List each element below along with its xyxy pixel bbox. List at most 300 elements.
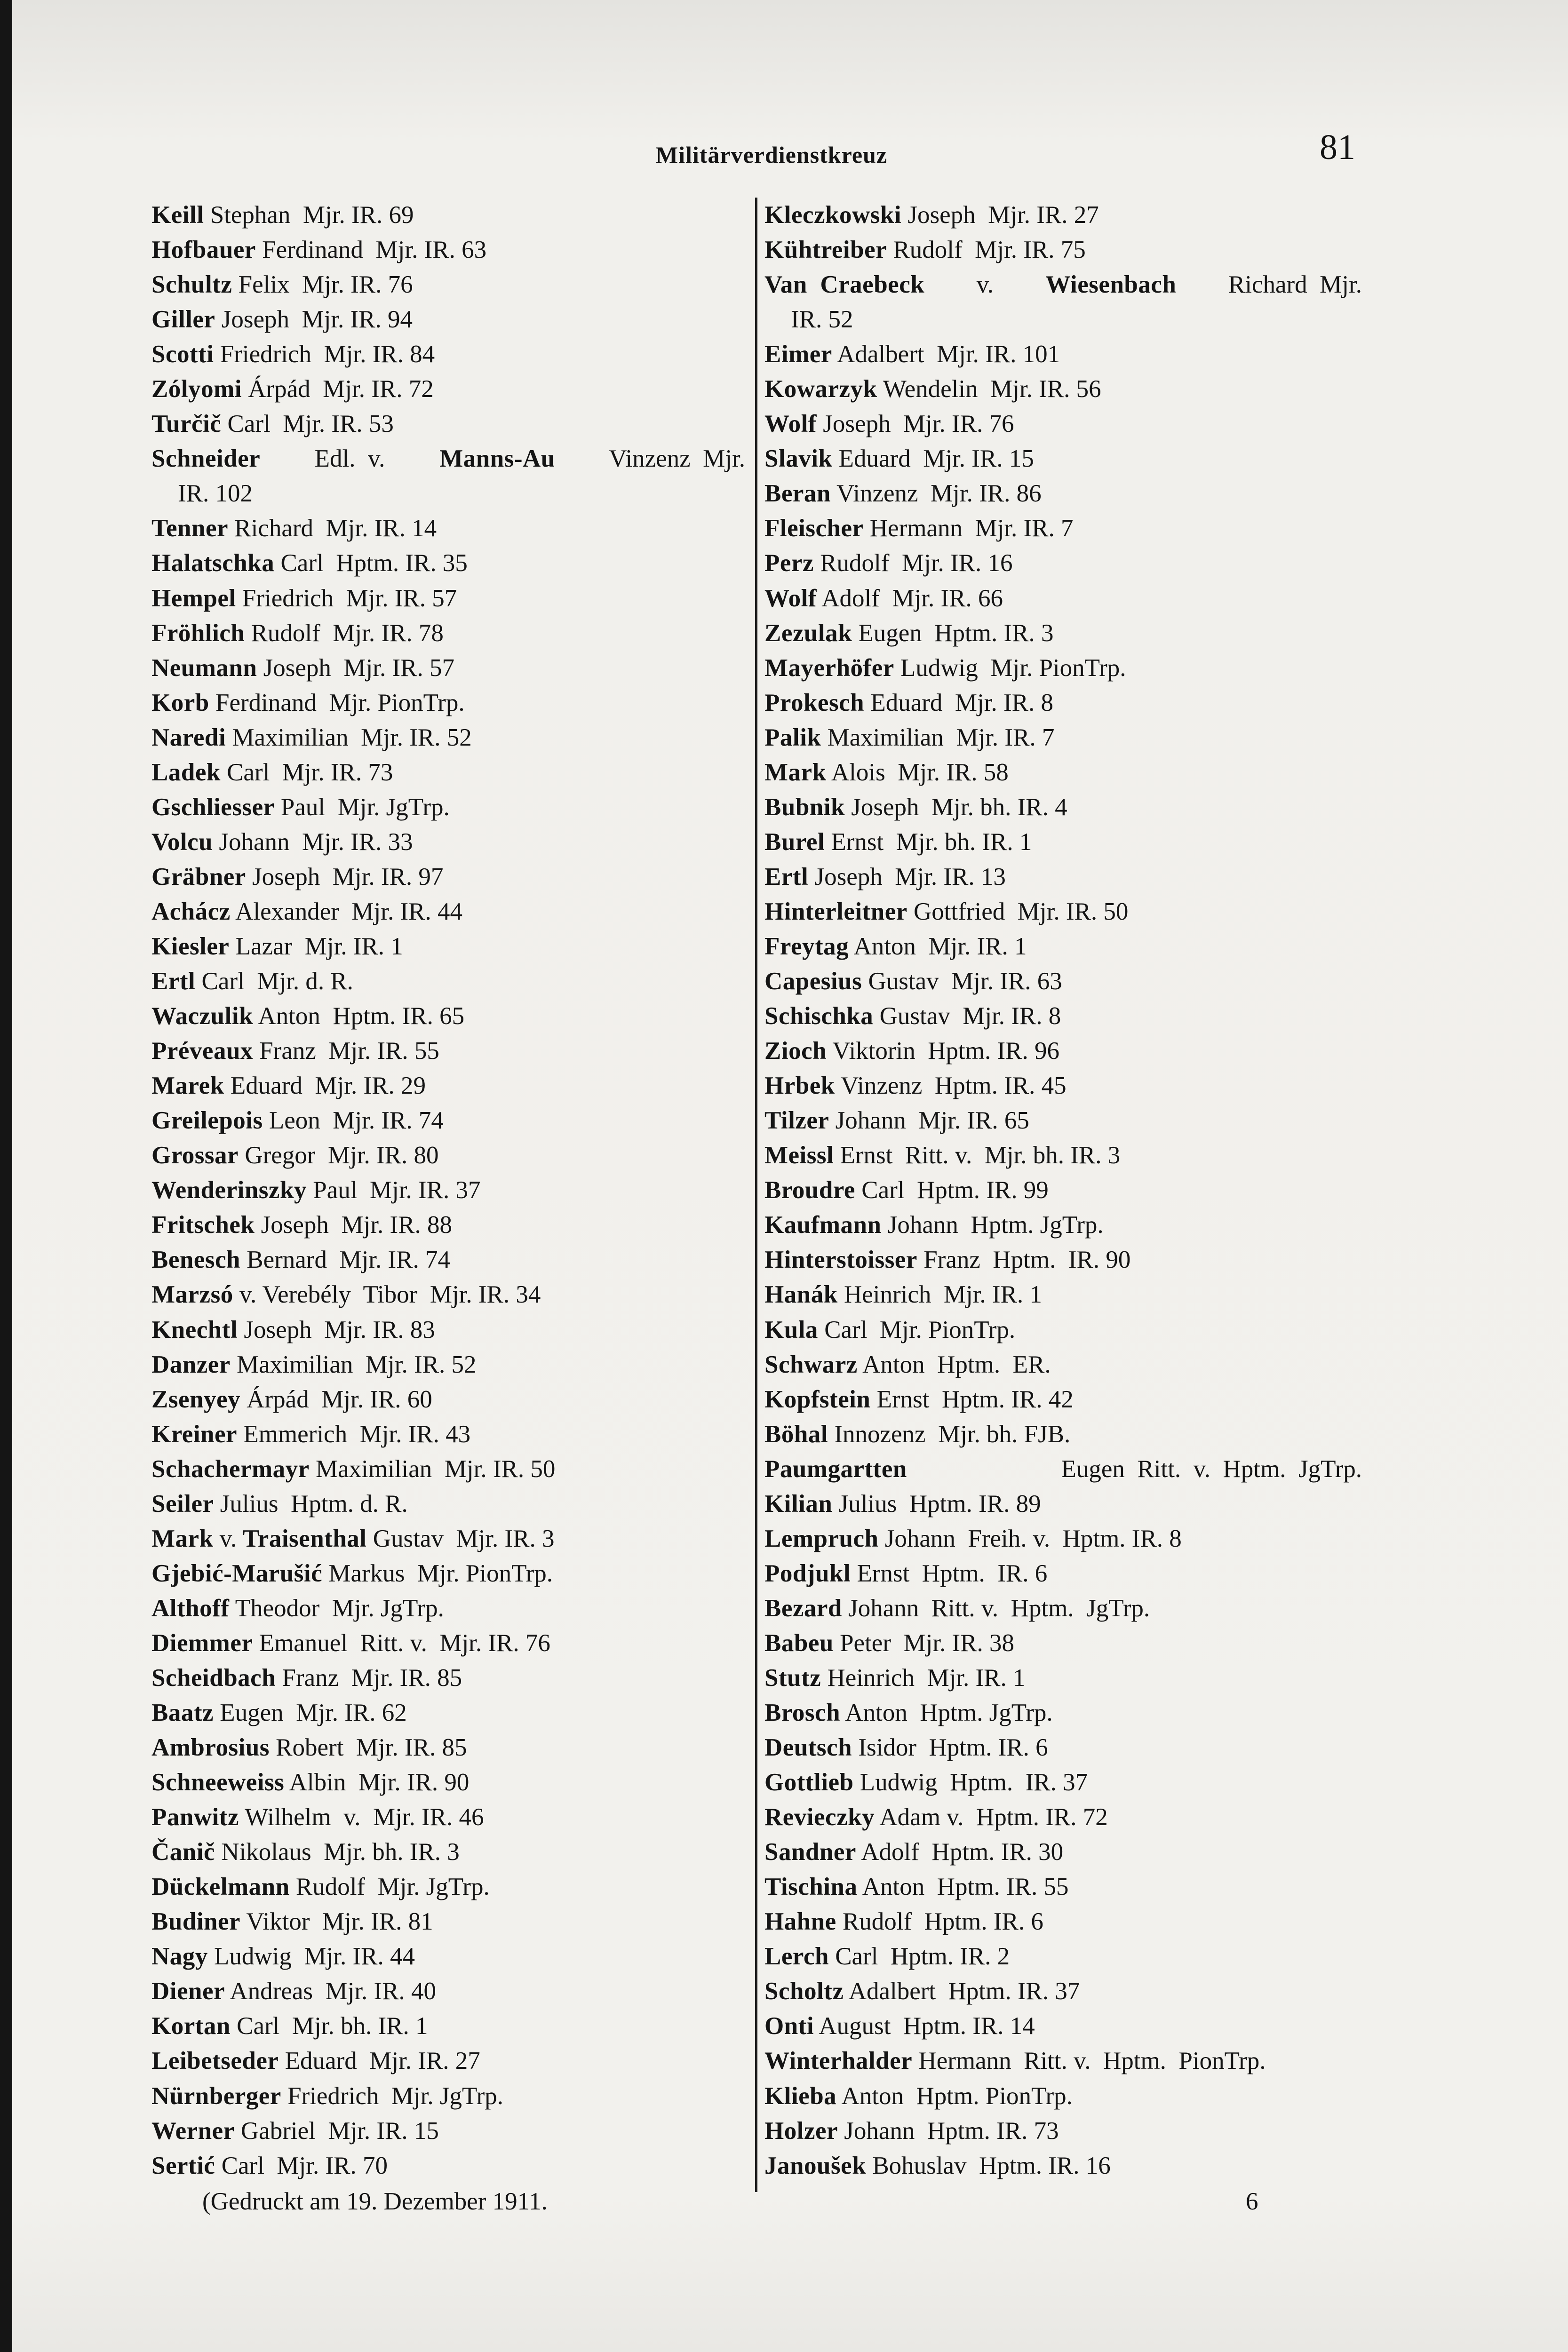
entry-details: Eugen Ritt. v. Hptm. JgTrp. xyxy=(1049,1455,1362,1483)
entry-surname: Ertl xyxy=(764,863,809,890)
entry-details: Anton Hptm. ER. xyxy=(857,1351,1051,1378)
entry-surname: Meissl xyxy=(764,1142,834,1169)
entry-surname: Fritschek xyxy=(151,1211,255,1239)
entry-surname: Ertl xyxy=(151,968,196,995)
entry-surname: Babeu xyxy=(764,1629,834,1657)
list-item xyxy=(151,999,745,1033)
entry-details: Alexander Mjr. IR. 44 xyxy=(230,898,462,925)
entry-surname: Seiler xyxy=(151,1490,214,1518)
entry-details: Paul Mjr. JgTrp. xyxy=(274,793,450,821)
entry-details: Friedrich Mjr. IR. 57 xyxy=(236,584,457,612)
entry-details: Johann Ritt. v. Hptm. JgTrp. xyxy=(842,1594,1150,1622)
entry-surname: Palik xyxy=(764,723,821,751)
entry-surname: Schneeweiss xyxy=(151,1769,285,1796)
list-item xyxy=(151,2114,745,2148)
list-item xyxy=(151,441,745,476)
entry-surname: Tilzer xyxy=(764,1107,829,1135)
entry-details: Heinrich Mjr. IR. 1 xyxy=(837,1281,1042,1309)
list-item xyxy=(151,825,745,859)
entry-surname: Hanák xyxy=(764,1281,838,1309)
entry-details: Stephan Mjr. IR. 69 xyxy=(204,201,414,229)
list-item xyxy=(764,441,1362,476)
entry-details: Anton Hptm. IR. 65 xyxy=(253,1002,465,1030)
signature-mark: 6 xyxy=(1246,2188,1258,2215)
list-item xyxy=(151,1556,745,1591)
entry-details: Innozenz Mjr. bh. FJB. xyxy=(828,1420,1071,1448)
entry-surname: Kleczkowski xyxy=(764,201,902,229)
list-item xyxy=(764,1730,1362,1765)
entry-details: Johann Hptm. IR. 73 xyxy=(838,2117,1059,2145)
list-item-continuation: IR. 52 xyxy=(791,306,853,334)
list-item xyxy=(764,2114,1362,2148)
list-item xyxy=(151,755,745,790)
entry-details: Carl Mjr. IR. 70 xyxy=(215,2152,388,2179)
list-item xyxy=(764,1800,1362,1835)
list-item xyxy=(151,302,745,337)
entry-details: Carl Mjr. IR. 53 xyxy=(221,410,394,438)
entry-details: Johann Hptm. JgTrp. xyxy=(881,1211,1104,1239)
list-item xyxy=(151,267,745,302)
entry-surname: Wenderinszky xyxy=(151,1176,307,1204)
entry-details: Wilhelm v. Mjr. IR. 46 xyxy=(239,1804,484,1831)
entry-details: Gregor Mjr. IR. 80 xyxy=(239,1142,439,1169)
entry-details-tail: Vinzenz Mjr. xyxy=(603,445,745,473)
entry-details: Johann Mjr. IR. 65 xyxy=(829,1107,1029,1135)
entry-details: Felix Mjr. IR. 76 xyxy=(232,271,413,299)
list-item xyxy=(151,581,745,616)
entry-details: Ernst Hptm. IR. 42 xyxy=(870,1385,1074,1413)
entry-details: Franz Hptm. IR. 90 xyxy=(917,1246,1131,1274)
entry-surname: Kreiner xyxy=(151,1420,238,1448)
list-item xyxy=(764,581,1362,616)
list-item xyxy=(764,2009,1362,2043)
entry-surname: Sandner xyxy=(764,1838,856,1866)
list-item xyxy=(764,1661,1362,1695)
list-item xyxy=(764,406,1362,441)
list-item xyxy=(764,1835,1362,1869)
entry-surname: Mayerhöfer xyxy=(764,654,894,682)
entry-details: Johann Freih. v. Hptm. IR. 8 xyxy=(878,1525,1182,1552)
entry-surname: Benesch xyxy=(151,1246,240,1274)
entry-details: Joseph Mjr. IR. 88 xyxy=(255,1211,453,1239)
list-item xyxy=(151,1800,745,1835)
entry-details: Lazar Mjr. IR. 1 xyxy=(229,932,403,960)
entry-details: Joseph Mjr. IR. 97 xyxy=(246,863,444,890)
entry-details: Robert Mjr. IR. 85 xyxy=(269,1734,467,1762)
entry-details: Bernard Mjr. IR. 74 xyxy=(240,1246,451,1274)
list-item xyxy=(151,232,745,267)
entry-details: Alois Mjr. IR. 58 xyxy=(826,758,1009,786)
list-item xyxy=(764,372,1362,406)
list-item xyxy=(764,685,1362,720)
entry-surname: Marek xyxy=(151,1072,224,1100)
entry-surname: Kiesler xyxy=(151,932,230,960)
entry-details: v. xyxy=(964,271,994,299)
list-item xyxy=(151,1591,745,1626)
entry-details: Joseph Mjr. IR. 83 xyxy=(238,1316,435,1343)
list-item xyxy=(764,651,1362,685)
entry-surname: Nagy xyxy=(151,1943,208,1971)
entry-details: Eugen Hptm. IR. 3 xyxy=(852,619,1054,647)
list-item xyxy=(764,999,1362,1033)
entry-surname: Janoušek xyxy=(764,2152,867,2179)
list-item xyxy=(764,1242,1362,1277)
entry-surname: Podjukl xyxy=(764,1559,851,1587)
entry-details: Ernst Ritt. v. Mjr. bh. IR. 3 xyxy=(834,1142,1121,1169)
list-item xyxy=(151,1382,745,1417)
entry-surname: Hinterleitner xyxy=(764,898,907,925)
list-item xyxy=(151,1347,745,1382)
list-item xyxy=(151,1869,745,1904)
entry-surname: Stutz xyxy=(764,1664,821,1692)
entry-details: Árpád Mjr. IR. 72 xyxy=(241,375,434,403)
list-item xyxy=(764,1103,1362,1138)
entry-surname: Préveaux xyxy=(151,1037,253,1065)
entry-details: Anton Hptm. PionTrp. xyxy=(836,2082,1073,2110)
entry-details: Maximilian Mjr. IR. 7 xyxy=(821,723,1055,751)
entry-details: Nikolaus Mjr. bh. IR. 3 xyxy=(215,1838,460,1866)
entry-surname: Kaufmann xyxy=(764,1211,882,1239)
list-item xyxy=(151,1661,745,1695)
list-item xyxy=(764,198,1362,232)
entry-details: Franz Mjr. IR. 55 xyxy=(253,1037,439,1065)
entry-surname: Hahne xyxy=(764,1908,836,1936)
list-item xyxy=(151,1033,745,1068)
left-column xyxy=(151,198,745,2183)
list-item xyxy=(764,1904,1362,1939)
entry-details: Ferdinand Mjr. PionTrp. xyxy=(209,689,465,716)
entry-details: Joseph Mjr. IR. 27 xyxy=(901,201,1099,229)
entry-surname: Kula xyxy=(764,1316,818,1343)
entry-surname: Schachermayr xyxy=(151,1455,310,1483)
list-item xyxy=(151,1695,745,1730)
entry-surname: Werner xyxy=(151,2117,235,2145)
entry-surname: Neumann xyxy=(151,654,257,682)
entry-surname: Nürnberger xyxy=(151,2082,281,2110)
entry-surname: Gottlieb xyxy=(764,1769,854,1796)
entry-surname: Freytag xyxy=(764,932,849,960)
entry-details: Edl. v. xyxy=(308,445,385,473)
list-item xyxy=(151,651,745,685)
entry-details: Carl Mjr. PionTrp. xyxy=(818,1316,1016,1343)
list-item xyxy=(151,511,745,546)
entry-details: Hermann Ritt. v. Hptm. PionTrp. xyxy=(912,2047,1266,2075)
entry-surname: Fleischer xyxy=(764,515,864,542)
list-item xyxy=(764,1765,1362,1800)
list-item xyxy=(764,2079,1362,2114)
list-item xyxy=(764,1939,1362,1974)
entry-surname: Čanič xyxy=(151,1838,215,1866)
entry-surname: Mark xyxy=(151,1525,214,1552)
entry-surname: Knechtl xyxy=(151,1316,238,1343)
entry-surname: Perz xyxy=(764,549,814,577)
entry-surname: Deutsch xyxy=(764,1734,852,1762)
entry-surname: Lerch xyxy=(764,1943,829,1971)
entry-surname: Wolf xyxy=(764,584,817,612)
entry-details: Anton Hptm. JgTrp. xyxy=(840,1699,1053,1727)
list-item xyxy=(764,929,1362,964)
entry-details: Carl Mjr. IR. 73 xyxy=(220,758,393,786)
entry-surname: Capesius xyxy=(764,968,862,995)
entry-details: Hermann Mjr. IR. 7 xyxy=(863,515,1074,542)
entry-details: Adalbert Hptm. IR. 37 xyxy=(844,1978,1080,2005)
list-item xyxy=(764,1486,1362,1521)
entry-surname: Revieczky xyxy=(764,1804,875,1831)
entry-surname: Van Craebeck xyxy=(764,271,925,299)
entry-details: Bohuslav Hptm. IR. 16 xyxy=(866,2152,1111,2179)
entry-surname: Burel xyxy=(764,828,825,856)
list-item xyxy=(764,1626,1362,1661)
entry-details: Joseph Mjr. IR. 57 xyxy=(257,654,454,682)
list-item xyxy=(151,790,745,825)
list-item xyxy=(764,755,1362,790)
entry-details: Rudolf Mjr. IR. 78 xyxy=(245,619,444,647)
column-divider xyxy=(755,198,757,2192)
entry-details: Adolf Mjr. IR. 66 xyxy=(816,584,1003,612)
entry-details: Maximilian Mjr. IR. 50 xyxy=(309,1455,556,1483)
entry-surname: Schwarz xyxy=(764,1351,858,1378)
entry-surname: Hrbek xyxy=(764,1072,835,1100)
entry-surname: Zezulak xyxy=(764,619,852,647)
list-item xyxy=(764,546,1362,580)
entry-details: Joseph Mjr. IR. 94 xyxy=(215,306,413,334)
entry-surname: Holzer xyxy=(764,2117,838,2145)
list-item xyxy=(151,1452,745,1486)
entry-surname: Zólyomi xyxy=(151,375,242,403)
entry-surname: Schultz xyxy=(151,271,232,299)
list-item xyxy=(151,1521,745,1556)
list-item xyxy=(764,1138,1362,1173)
entry-surname: Ambrosius xyxy=(151,1734,270,1762)
list-item xyxy=(764,1033,1362,1068)
entry-surname: Volcu xyxy=(151,828,213,856)
list-item xyxy=(764,1417,1362,1452)
entry-details: Eduard Mjr. IR. 29 xyxy=(224,1072,426,1100)
list-item xyxy=(151,1730,745,1765)
entry-surname: Fröhlich xyxy=(151,619,245,647)
entry-details: Wendelin Mjr. IR. 56 xyxy=(877,375,1101,403)
list-item xyxy=(764,1173,1362,1208)
entry-surname: Schischka xyxy=(764,1002,874,1030)
list-item xyxy=(764,1556,1362,1591)
entry-surname: Kortan xyxy=(151,2012,231,2040)
page-title: Militärverdienstkreuz xyxy=(655,142,888,168)
list-item xyxy=(151,337,745,372)
entry-surname: Tenner xyxy=(151,515,229,542)
entry-surname: Ladek xyxy=(151,758,221,786)
list-item xyxy=(151,1626,745,1661)
list-item xyxy=(764,2148,1362,2183)
entry-surname: Naredi xyxy=(151,723,226,751)
entry-details: Joseph Mjr. IR. 76 xyxy=(816,410,1014,438)
entry-details: Emanuel Ritt. v. Mjr. IR. 76 xyxy=(253,1629,550,1657)
entry-details: Ludwig Hptm. IR. 37 xyxy=(853,1769,1088,1796)
list-item xyxy=(151,1138,745,1173)
entry-details: Rudolf Mjr. IR. 16 xyxy=(813,549,1013,577)
entry-details: Leon Mjr. IR. 74 xyxy=(263,1107,444,1135)
list-item xyxy=(151,406,745,441)
list-item xyxy=(764,1695,1362,1730)
list-item xyxy=(764,476,1362,511)
entry-surname: Keill xyxy=(151,201,204,229)
list-item xyxy=(151,1417,745,1452)
entry-surname-part: Traisenthal xyxy=(237,1525,367,1552)
entry-details: Carl Mjr. d. R. xyxy=(195,968,353,995)
entry-surname: Giller xyxy=(151,306,215,334)
list-item xyxy=(764,511,1362,546)
entry-details: Eduard Mjr. IR. 8 xyxy=(864,689,1053,716)
entry-details: Ludwig Mjr. IR. 44 xyxy=(207,1943,415,1971)
entry-details: v. xyxy=(213,1525,237,1552)
list-item xyxy=(764,267,1362,302)
entry-details: Árpád Mjr. IR. 60 xyxy=(240,1385,432,1413)
list-item xyxy=(764,825,1362,859)
entry-surname: Waczulik xyxy=(151,1002,254,1030)
entry-surname: Slavik xyxy=(764,445,833,473)
list-item xyxy=(151,2079,745,2114)
entry-details: Rudolf Mjr. IR. 75 xyxy=(887,236,1086,264)
list-item xyxy=(151,685,745,720)
list-item xyxy=(764,232,1362,267)
entry-surname: Prokesch xyxy=(764,689,865,716)
entry-surname: Tischina xyxy=(764,1873,858,1901)
list-item xyxy=(764,2043,1362,2078)
entry-details: Peter Mjr. IR. 38 xyxy=(833,1629,1015,1657)
list-item xyxy=(151,1939,745,1974)
entry-surname: Lempruch xyxy=(764,1525,879,1552)
entry-surname: Zsenyey xyxy=(151,1385,240,1413)
entry-surname: Hinterstoisser xyxy=(764,1246,917,1274)
list-item xyxy=(764,1208,1362,1242)
entry-surname: Böhal xyxy=(764,1420,828,1448)
entry-surname: Wolf xyxy=(764,410,817,438)
entry-details: Vinzenz Mjr. IR. 86 xyxy=(830,480,1042,508)
entry-details: Rudolf Mjr. JgTrp. xyxy=(289,1873,490,1901)
entry-surname: Brosch xyxy=(764,1699,841,1727)
entry-details: Emmerich Mjr. IR. 43 xyxy=(237,1420,471,1448)
entry-details: Friedrich Mjr. IR. 84 xyxy=(214,341,435,368)
entry-details: Gustav Mjr. IR. 8 xyxy=(873,1002,1061,1030)
list-item xyxy=(764,859,1362,894)
entry-details: Johann Mjr. IR. 33 xyxy=(213,828,413,856)
entry-surname: Winterhalder xyxy=(764,2047,913,2075)
entry-details: Adolf Hptm. IR. 30 xyxy=(856,1838,1064,1866)
entry-surname: Scotti xyxy=(151,341,214,368)
entry-surname: Mark xyxy=(764,758,827,786)
entry-surname: Klieba xyxy=(764,2082,837,2110)
entry-surname: Panwitz xyxy=(151,1804,239,1831)
list-item xyxy=(151,1068,745,1103)
right-column xyxy=(764,198,1362,2183)
entry-surname: Marzsó xyxy=(151,1281,233,1309)
entry-surname: Beran xyxy=(764,480,831,508)
entry-surname: Broudre xyxy=(764,1176,855,1204)
entry-surname: Onti xyxy=(764,2012,814,2040)
list-item xyxy=(151,1103,745,1138)
entry-surname: Korb xyxy=(151,689,209,716)
list-item xyxy=(151,1277,745,1312)
entry-surname: Halatschka xyxy=(151,549,275,577)
list-item xyxy=(764,1452,1362,1486)
entry-surname: Schneider xyxy=(151,445,261,473)
entry-details: Viktor Mjr. IR. 81 xyxy=(240,1908,433,1936)
entry-surname: Danzer xyxy=(151,1351,231,1378)
entry-surname: Greilepois xyxy=(151,1107,263,1135)
list-item xyxy=(151,372,745,406)
entry-surname: Bezard xyxy=(764,1594,842,1622)
list-item xyxy=(151,720,745,755)
entry-surname: Kopfstein xyxy=(764,1385,871,1413)
entry-details: Julius Hptm. IR. 89 xyxy=(832,1490,1041,1518)
entry-surname-part: Manns-Au xyxy=(433,445,555,473)
entry-details: Carl Hptm. IR. 99 xyxy=(855,1176,1049,1204)
entry-surname: Baatz xyxy=(151,1699,214,1727)
entry-details: Vinzenz Hptm. IR. 45 xyxy=(835,1072,1067,1100)
list-item xyxy=(151,1208,745,1242)
entry-details: Joseph Mjr. bh. IR. 4 xyxy=(844,793,1067,821)
list-item xyxy=(151,964,745,999)
entry-details: Anton Hptm. IR. 55 xyxy=(857,1873,1069,1901)
entry-surname: Diemmer xyxy=(151,1629,253,1657)
list-item xyxy=(151,1312,745,1347)
list-item xyxy=(764,894,1362,929)
entry-details: Carl Hptm. IR. 35 xyxy=(274,549,468,577)
list-item xyxy=(764,1869,1362,1904)
entry-surname: Paumgartten xyxy=(764,1455,907,1483)
entry-surname: Zioch xyxy=(764,1037,827,1065)
list-item xyxy=(764,964,1362,999)
list-item xyxy=(151,1173,745,1208)
entry-details: Julius Hptm. d. R. xyxy=(214,1490,408,1518)
entry-details: Eduard Mjr. IR. 15 xyxy=(832,445,1034,473)
entry-details: Eugen Mjr. IR. 62 xyxy=(214,1699,407,1727)
entry-surname: Sertić xyxy=(151,2152,215,2179)
entry-details: Albin Mjr. IR. 90 xyxy=(284,1769,470,1796)
list-item xyxy=(151,859,745,894)
entry-surname: Dückelmann xyxy=(151,1873,290,1901)
list-item xyxy=(764,720,1362,755)
entry-surname: Gschliesser xyxy=(151,793,275,821)
entry-surname: Kilian xyxy=(764,1490,833,1518)
entry-surname: Althoff xyxy=(151,1594,230,1622)
entry-details: Carl Mjr. bh. IR. 1 xyxy=(230,2012,428,2040)
entry-details: Isidor Hptm. IR. 6 xyxy=(852,1734,1048,1762)
entry-surname: Achácz xyxy=(151,898,231,925)
entry-details: Gottfried Mjr. IR. 50 xyxy=(907,898,1129,925)
entry-surname: Turčič xyxy=(151,410,222,438)
page-left-edge xyxy=(0,0,12,2352)
entry-details: Paul Mjr. IR. 37 xyxy=(306,1176,481,1204)
entry-surname: Grossar xyxy=(151,1142,239,1169)
list-item xyxy=(764,1068,1362,1103)
entry-surname: Kowarzyk xyxy=(764,375,877,403)
list-item xyxy=(764,1382,1362,1417)
entry-surname: Gjebić-Marušić xyxy=(151,1559,323,1587)
list-item xyxy=(764,1974,1362,2009)
entry-details: Andreas Mjr. IR. 40 xyxy=(225,1978,437,2005)
entry-details: Gustav Mjr. IR. 63 xyxy=(862,968,1062,995)
list-item xyxy=(151,1904,745,1939)
entry-details: Anton Mjr. IR. 1 xyxy=(849,932,1027,960)
entry-surname: Gräbner xyxy=(151,863,246,890)
list-item xyxy=(151,2009,745,2043)
entry-surname: Bubnik xyxy=(764,793,845,821)
entry-details: Ernst Hptm. IR. 6 xyxy=(851,1559,1048,1587)
entry-details: Maximilian Mjr. IR. 52 xyxy=(226,723,472,751)
entry-details: Ferdinand Mjr. IR. 63 xyxy=(255,236,487,264)
list-item xyxy=(764,790,1362,825)
list-item xyxy=(151,198,745,232)
